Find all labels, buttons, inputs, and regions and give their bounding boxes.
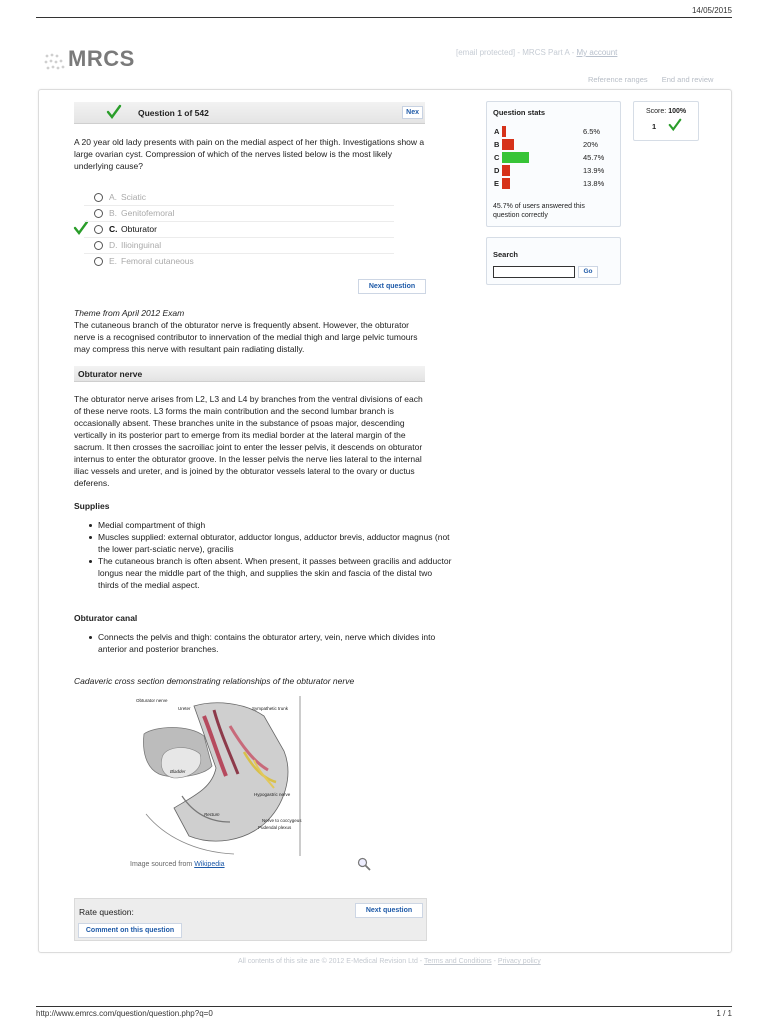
question-stem: A 20 year old lady presents with pain on the medial aspect of her thigh. Investigations show a large ovarian cyst. Compression of which of the nerves listed below is the most likely underlying cause? — [74, 137, 425, 171]
stats-bar — [502, 165, 510, 176]
option-c[interactable]: C. Obturator — [84, 222, 394, 238]
theme-text: The cutaneous branch of the obturator nerve is frequently absent. However, the obturator nerve is a recognised contributor to innervation of the medial thigh and large pelvic tumours may compress this nerve with resultant pain radiating distally. — [74, 320, 418, 354]
section-header — [74, 366, 425, 382]
stats-title: Question stats — [493, 108, 546, 117]
figure-label: Rectum — [204, 812, 220, 817]
comment-button[interactable]: Comment on this question — [78, 923, 182, 938]
list-item: Connects the pelvis and thigh: contains the obturator artery, vein, nerve which divides into anterior and posterior branches. — [98, 631, 452, 655]
search-go-button[interactable]: Go — [578, 266, 598, 278]
figure-label: Nerve to coccygeus — [262, 818, 302, 823]
option-e[interactable]: E. Femoral cutaneous — [84, 254, 394, 269]
supplies-heading: Supplies — [74, 501, 110, 511]
figure-label: Pudendal plexus — [258, 825, 292, 830]
next-question-button-bottom[interactable]: Next question — [355, 903, 423, 918]
search-input[interactable] — [493, 266, 575, 278]
stats-answered-text: 45.7% of users answered this question correctly — [493, 203, 585, 219]
section-title: Obturator nerve — [78, 369, 143, 379]
terms-link[interactable]: Terms and Conditions — [423, 958, 492, 965]
end-and-review-link[interactable]: End and review — [661, 75, 714, 84]
stats-bar — [502, 152, 529, 163]
logo-mark-icon — [44, 52, 68, 74]
next-question-short-button[interactable]: Nex — [402, 106, 423, 119]
canal-list — [74, 631, 452, 655]
question-header — [74, 102, 425, 124]
option-a[interactable]: A. Sciatic — [84, 190, 394, 206]
figure-label: Hypogastric nerve — [254, 792, 291, 797]
search-title: Search — [493, 250, 519, 259]
print-date: 14/05/2015 — [691, 6, 732, 15]
stats-row: D 13.9% — [494, 166, 605, 175]
figure-label: Ureter — [178, 706, 191, 711]
stats-row: E 13.8% — [494, 179, 605, 188]
list-item: The cutaneous branch is often absent. When present, it passes between gracilis and adductor longus near the middle part of the thigh, and supplies the skin and fascia of the distal two thirds of the medial aspect. — [98, 556, 452, 590]
section-text: The obturator nerve arises from L2, L3 and L4 by branches from the ventral divisions of each of these nerve roots. L3 forms the main contribution and the second lumbar branch is occasionally absent. These branches unite in the substance of psoas major, descending vertically in its posterior part to emerge from its medial border at the lateral margin of the sacrum. It then crosses the sacroiliac joint to enter the lesser pelvis, it descends on obturator internus to enter the obturator groove. In the lesser pelvis the nerve lies lateral to the internal iliac vessels and ureter, and is joined by the obturator vessels lateral to the ovary or ductus deferens. — [74, 394, 423, 488]
theme-block — [74, 307, 428, 355]
canal-heading: Obturator canal — [74, 613, 138, 623]
correct-check-icon — [106, 104, 122, 125]
stats-bar — [502, 139, 514, 150]
answer-options — [84, 190, 394, 269]
wikipedia-link[interactable]: Wikipedia — [194, 861, 225, 868]
radio-a[interactable] — [94, 193, 103, 202]
stats-bar — [502, 178, 510, 189]
score-panel — [633, 101, 699, 141]
figure-label: Sympathetic trunk — [252, 706, 289, 711]
question-stats-panel — [486, 101, 621, 227]
privacy-link[interactable]: Privacy policy — [497, 958, 541, 965]
radio-b[interactable] — [94, 209, 103, 218]
print-page-number: 1 / 1 — [716, 1009, 732, 1018]
site-footer: All contents of this site are © 2012 E-Medical Revision Ltd - Terms and Conditions - Privacy policy — [238, 958, 541, 965]
course-name: MRCS Part A — [522, 48, 570, 57]
reference-ranges-link[interactable]: Reference ranges — [588, 75, 648, 84]
rate-label: Rate question: — [79, 907, 134, 917]
score-count: 1 — [652, 122, 657, 131]
zoom-icon[interactable] — [357, 857, 371, 876]
next-question-button[interactable]: Next question — [358, 279, 426, 294]
print-footer-rule — [36, 1006, 732, 1007]
list-item: Medial compartment of thigh — [98, 519, 452, 531]
radio-c[interactable] — [94, 225, 103, 234]
image-source: Image sourced from Wikipedia — [130, 861, 225, 868]
search-panel — [486, 237, 621, 285]
site-logo[interactable]: MRCS — [68, 46, 135, 71]
stats-row: A 6.5% — [494, 127, 601, 136]
theme-title: Theme from April 2012 Exam — [74, 308, 185, 318]
figure-label: Obturator nerve — [136, 698, 168, 703]
score-text: Score: 100% — [646, 108, 687, 115]
print-url: http://www.emrcs.com/question/question.php?q=0 — [36, 1009, 213, 1018]
radio-e[interactable] — [94, 257, 103, 266]
figure-caption: Cadaveric cross section demonstrating relationships of the obturator nerve — [74, 676, 355, 686]
option-b[interactable]: B. Genitofemoral — [84, 206, 394, 222]
anatomy-figure — [134, 696, 310, 856]
stats-row: C 45.7% — [494, 153, 605, 162]
option-d[interactable]: D. Ilioinguinal — [84, 238, 394, 254]
my-account-link[interactable]: My account — [576, 48, 618, 57]
user-email: [email protected] — [456, 48, 516, 57]
question-number: Question 1 of 542 — [138, 108, 209, 118]
score-check-icon — [668, 118, 682, 137]
top-links — [588, 75, 725, 84]
print-header-rule — [36, 17, 732, 18]
user-bar: [email protected] - MRCS Part A - My account — [456, 48, 618, 57]
supplies-list — [74, 519, 452, 591]
stats-row: B 20% — [494, 140, 599, 149]
figure-label: Bladder — [170, 769, 186, 774]
radio-d[interactable] — [94, 241, 103, 250]
list-item: Muscles supplied: external obturator, adductor longus, adductor brevis, adductor magnus (not the lower part-sciatic nerve), gracilis — [98, 531, 452, 555]
stats-bar — [502, 126, 506, 137]
